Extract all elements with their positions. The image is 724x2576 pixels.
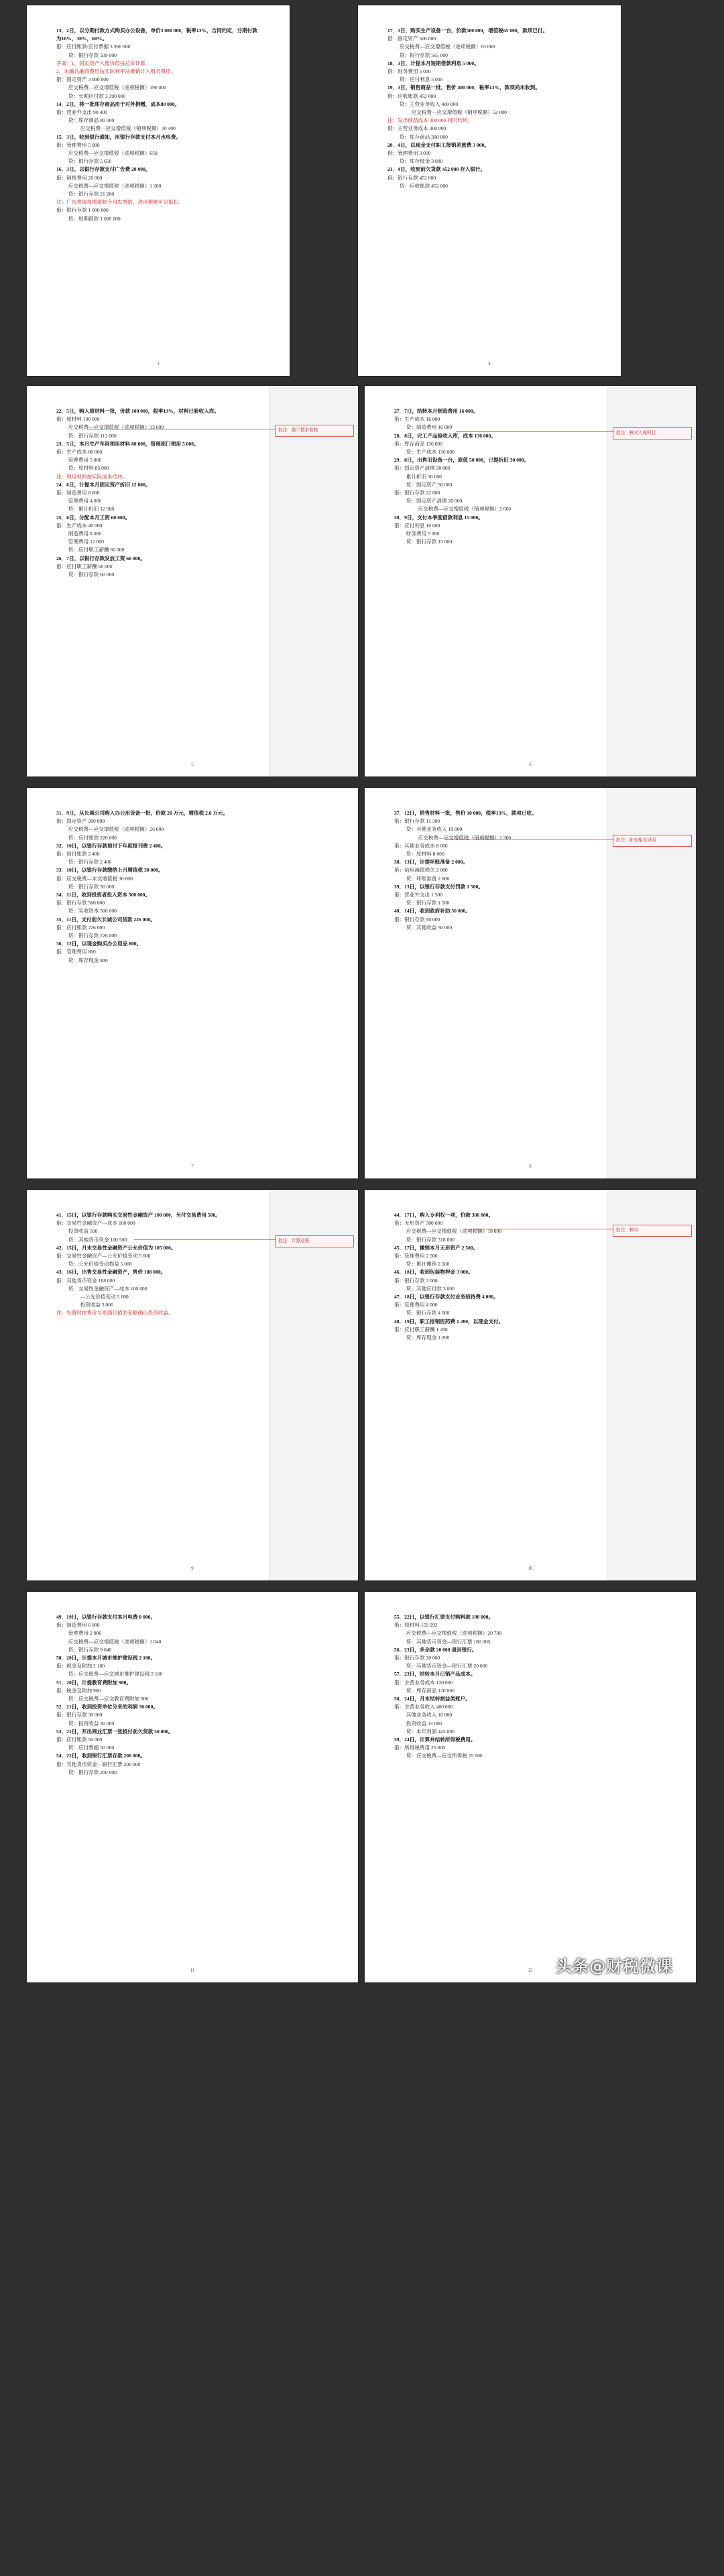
text-line: 借：银行存款 452 000 bbox=[387, 174, 436, 181]
text-line: 贷：固定资产清理 20 000 bbox=[404, 498, 463, 504]
text-line: 贷：银行存款 2 400 bbox=[66, 859, 112, 866]
text-line: 贷：应付职工薪酬 60 000 bbox=[66, 547, 125, 553]
text-line: 累计折旧 30 000 bbox=[404, 473, 442, 480]
text-line: 35．11日，支付前欠长城公司货款 226 000。 bbox=[56, 916, 156, 923]
text-line: 贷：其他收益 50 000 bbox=[404, 924, 452, 931]
page-3 bbox=[27, 5, 290, 376]
text-line: 投资收益 33 000 bbox=[404, 1720, 442, 1726]
text-line: 31．9日，从长城公司购入办公用设备一批，价款 20 万元，增值税 2.6 万元。 bbox=[56, 810, 229, 816]
comment-box[interactable] bbox=[613, 427, 692, 439]
text-line: 借：原材料 159 292 bbox=[394, 1622, 438, 1629]
text-line: 贷：其他应付款 3 000 bbox=[404, 1285, 455, 1292]
text-line: 借：生产成本 80 000 bbox=[56, 449, 103, 456]
text-line: 借：主营业务成本 300 000 bbox=[387, 125, 446, 132]
text-line: 37．12日，销售材料一批，售价 10 000，税率13%，款项已收。 bbox=[394, 810, 537, 816]
text-line: 34．11日，收到投资者投入资本 500 000。 bbox=[56, 892, 151, 898]
page-9 bbox=[27, 1190, 358, 1580]
text-line: 贷：公允价值变动损益 5 000 bbox=[66, 1261, 132, 1268]
text-line: 应交税费—应交增值税（进项税额）1 040 bbox=[66, 1638, 162, 1645]
page-number: 12 bbox=[528, 1967, 533, 1973]
text-line: 借：银行存款 3 000 bbox=[394, 1277, 438, 1284]
text-line: —公允价值变动 5 000 bbox=[75, 1294, 129, 1300]
text-line: 24．6日，计提本月固定资产折旧 12 000。 bbox=[56, 481, 151, 488]
text-line: 制造费用 8 000 bbox=[66, 531, 102, 537]
text-line: 贷：坏账准备 2 000 bbox=[404, 875, 450, 882]
text-line: 贷：应付利息 5 000 bbox=[397, 76, 443, 83]
page-number: 5 bbox=[191, 761, 194, 767]
text-line: 借：固定资产 3 000 000 bbox=[56, 76, 109, 83]
text-line: 贷：制造费用 16 000 bbox=[404, 424, 452, 431]
page-content bbox=[56, 1613, 328, 1777]
text-line: 借：应收账款 452 000 bbox=[387, 92, 436, 99]
text-line: 27．7日，结转本月制造费用 16 000。 bbox=[394, 408, 479, 414]
comment-text: 批注：补充相关说明 bbox=[616, 838, 656, 843]
text-line: 41．15日，以银行存款购买交易性金融资产 100 000，另付交易费用 500。 bbox=[56, 1212, 221, 1218]
page-content bbox=[394, 407, 602, 546]
text-line: 贷：原材料 85 000 bbox=[66, 465, 109, 472]
text-line: 贷：银行存款 565 000 bbox=[397, 52, 448, 58]
text-line: 应交税费—应交增值税（销项税额）2 600 bbox=[413, 506, 511, 513]
text-line: 17．3日，购买生产设备一台，价款500 000，增值税65 000，款项已付。 bbox=[387, 27, 548, 33]
text-line: 57．23日，结转本月已销产品成本。 bbox=[394, 1671, 476, 1678]
text-line: 借：制造费用 6 000 bbox=[56, 1622, 100, 1629]
text-line: 50．20日，计提本月城市维护建设税 2 100。 bbox=[56, 1655, 156, 1662]
text-line: 应交税费—应交增值税（进项税额）18 000 bbox=[404, 1228, 502, 1235]
text-line: 管理费用 12 000 bbox=[66, 539, 104, 545]
text-line: 应交税费—应交增值税（进项税额）13 000 bbox=[66, 424, 164, 431]
comment-text: 批注：题干数字复核 bbox=[278, 428, 318, 433]
text-line: 19．3日，销售商品一批，售价 400 000，税率13%，款项尚未收到。 bbox=[387, 84, 540, 91]
text-line: 44．17日，购入专利权一项，价款 300 000。 bbox=[394, 1212, 494, 1218]
text-line: 答案：1．固定资产入账价值按总价计算。 bbox=[56, 60, 151, 66]
text-line: 贷：固定资产 50 000 bbox=[404, 481, 452, 488]
text-line: 贷：主营业务收入 400 000 bbox=[397, 100, 459, 107]
text-line: 贷：其他业务收入 10 000 bbox=[404, 826, 463, 833]
text-line: 贷：交易性金融资产—成本 100 000 bbox=[66, 1285, 147, 1292]
text-line: 借：财务费用 5 000 bbox=[387, 68, 431, 75]
text-line: 借：应付职工薪酬 1 200 bbox=[394, 1326, 448, 1333]
text-line: 借：银行存款 11 300 bbox=[394, 818, 440, 825]
text-line: 52．21日，收到投资单位分来的利润 30 000。 bbox=[56, 1704, 158, 1710]
page-10 bbox=[365, 1190, 696, 1580]
page-12 bbox=[365, 1592, 696, 1982]
page-7 bbox=[27, 788, 358, 1178]
text-line: 贷：投资收益 30 000 bbox=[66, 1720, 115, 1726]
text-line: 贷：银行存款 200 000 bbox=[66, 1769, 117, 1775]
text-line: 借：应付账款 226 000 bbox=[56, 924, 105, 931]
page-content bbox=[56, 1211, 264, 1318]
text-line: 14．2日，将一批库存商品用于对外捐赠，成本80 000。 bbox=[56, 100, 180, 107]
text-line: 借：营业外支出 1 500 bbox=[394, 892, 443, 898]
text-line: 29．8日，出售旧设备一台，原值 50 000，已提折旧 30 000。 bbox=[394, 457, 530, 464]
text-line: 45．17日，摊销本月无形资产 2 500。 bbox=[394, 1244, 479, 1251]
text-line: 贷：累计折旧 12 000 bbox=[66, 506, 115, 513]
text-line: 借：银行存款 30 000 bbox=[56, 1712, 103, 1718]
page-content bbox=[56, 407, 264, 579]
text-line: 管理费用 4 000 bbox=[66, 498, 102, 504]
text-line: 59．24日，计算并结转所得税费用。 bbox=[394, 1737, 476, 1743]
text-line: 借：应交税费—未交增值税 30 000 bbox=[56, 875, 133, 882]
text-line: 40．14日，收到政府补助 50 000。 bbox=[394, 908, 471, 914]
text-line: 注：处置时按售价与账面价值的差额确认投资收益。 bbox=[56, 1310, 174, 1316]
comment-margin bbox=[607, 386, 696, 776]
comment-text: 批注：核对 bbox=[616, 1228, 638, 1233]
text-line: 贷：银行存款 30 000 bbox=[66, 883, 115, 890]
text-line: 36．12日，以现金购买办公用品 800。 bbox=[56, 941, 142, 947]
text-line: 借：银行存款 500 000 bbox=[56, 900, 105, 906]
text-line: 贷：银行存款 15 000 bbox=[404, 539, 452, 545]
text-line: 贷：银行存款 60 000 bbox=[66, 571, 115, 578]
text-line: 贷：其他货币资金—银行汇票 180 000 bbox=[404, 1638, 491, 1645]
text-line: 贷：应交税费—应交城市维护建设税 2 100 bbox=[66, 1671, 163, 1678]
text-line: 借：交易性金融资产—公允价值变动 5 000 bbox=[56, 1253, 151, 1260]
text-line: 贷：银行存款 5 650 bbox=[66, 158, 112, 165]
text-line: 应交税费—应交增值税（进项税额）390 000 bbox=[66, 84, 166, 91]
text-line: 借：应付职工薪酬 60 000 bbox=[56, 563, 113, 569]
text-line: 贷：银行存款 226 000 bbox=[66, 933, 117, 939]
text-line: 应交税费—应交增值税（进项税额）26 000 bbox=[66, 826, 164, 833]
text-line: 应交税费—应交增值税（进项税额）650 bbox=[66, 150, 158, 157]
text-line: 贷：本年利润 443 000 bbox=[404, 1728, 455, 1735]
text-line: 贷：长期应付款 3 390 000 bbox=[66, 92, 126, 99]
text-line: 借：应付账款/应付票据 3 390 000 bbox=[56, 44, 131, 50]
text-line: 应交税费—应交增值税（进项税额）20 708 bbox=[404, 1630, 502, 1637]
text-line: 39．13日，以银行存款支付罚款 1 500。 bbox=[394, 883, 483, 890]
text-line: 贷：应收账款 452 000 bbox=[397, 182, 448, 189]
text-line: 注：领用材料按实际成本结转。 bbox=[56, 473, 128, 480]
text-line: 贷：银行存款 21 200 bbox=[66, 191, 115, 198]
text-line: 借：银行存款 1 000 000 bbox=[56, 207, 109, 214]
page-8 bbox=[365, 788, 696, 1178]
text-line: 借：主营业务收入 400 000 bbox=[394, 1704, 453, 1710]
text-line: 借：管理费用 800 bbox=[56, 949, 96, 955]
text-line: 借：固定资产清理 20 000 bbox=[394, 465, 450, 472]
page-number: 10 bbox=[528, 1565, 533, 1571]
text-line: 借：银行存款 22 600 bbox=[394, 490, 440, 496]
page-content bbox=[394, 1613, 666, 1761]
comment-box[interactable] bbox=[275, 1235, 354, 1247]
text-line: 32．10日，以银行存款预付下年度报刊费 2 400。 bbox=[56, 842, 166, 849]
text-line: 应交税费—应交增值税（进项税额）65 000 bbox=[397, 44, 495, 50]
text-line: 借：其他货币资金—银行汇票 200 000 bbox=[56, 1761, 141, 1767]
text-line: 应交税费—应交增值税（销项税额）52 000 bbox=[406, 109, 507, 116]
text-line: 贷：银行存款 318 000 bbox=[404, 1236, 455, 1243]
text-line: 借：税金及附加 900 bbox=[56, 1687, 101, 1694]
comment-box[interactable] bbox=[613, 1225, 692, 1237]
page-content bbox=[394, 809, 602, 932]
page-5 bbox=[27, 386, 358, 776]
text-line: 贷：应付票据 50 000 bbox=[66, 1745, 115, 1751]
text-line: 贷：短期借款 1 000 000 bbox=[66, 215, 121, 222]
comment-box[interactable] bbox=[613, 835, 692, 847]
text-line: 18．3日，计提本月短期借款利息 5 000。 bbox=[387, 60, 479, 66]
text-line: 47．18日，以银行存款支付业务招待费 4 000。 bbox=[394, 1294, 499, 1300]
text-line: 借：主营业务成本 120 000 bbox=[394, 1679, 453, 1686]
text-line: 55．22日，以银行汇票支付购料款 180 000。 bbox=[394, 1614, 494, 1620]
text-line: 投资收益 500 bbox=[66, 1228, 98, 1235]
text-line: 借：管理费用 2 500 bbox=[394, 1253, 438, 1260]
text-line: 13．2日，以分期付款方式购买办公设备，单价3 000 000，税率13%，合同约定，分期付款为10%，30%，60%。 bbox=[56, 27, 257, 42]
text-line: 贷：库存商品 120 000 bbox=[404, 1687, 455, 1694]
text-line: 20．4日，以现金支付职工报销差旅费 3 000。 bbox=[387, 141, 489, 148]
text-line: 借：银行存款 20 000 bbox=[394, 1655, 440, 1662]
text-line: 借：原材料 100 000 bbox=[56, 416, 100, 423]
text-line: 贷：库存现金 1 200 bbox=[404, 1335, 450, 1341]
text-line: 其他业务收入 10 000 bbox=[404, 1712, 452, 1718]
text-line: 注：广告费取得增值税专用发票的，进项税额可以抵扣。 bbox=[56, 199, 184, 206]
text-line: 借：销售费用 20 000 bbox=[56, 174, 103, 181]
text-line: 贷：银行存款 9 040 bbox=[66, 1646, 112, 1653]
page-number: 11 bbox=[190, 1967, 195, 1973]
text-line: 30．9日，支付本季度借款利息 15 000。 bbox=[394, 514, 483, 521]
comment-box[interactable] bbox=[275, 425, 354, 437]
text-line: 借：固定资产 500 000 bbox=[387, 36, 436, 42]
text-line: 借：管理费用 4 000 bbox=[394, 1302, 438, 1308]
text-line: 48．19日，职工报销医药费 1 200，以现金支付。 bbox=[394, 1318, 504, 1325]
text-line: 借：固定资产 200 000 bbox=[56, 818, 105, 825]
text-line: 56．23日，多余款 20 000 退回银行。 bbox=[394, 1646, 477, 1653]
text-line: 借：库存商品 136 000 bbox=[394, 440, 443, 447]
text-line: 49．19日，以银行存款支付本月电费 8 000。 bbox=[56, 1614, 156, 1620]
text-line: 16．3日，以银行存款支付广告费 20 000。 bbox=[56, 166, 151, 173]
page-content bbox=[56, 27, 260, 223]
comment-text: 批注：核对入账科目 bbox=[616, 431, 656, 435]
text-line: 借：税金及附加 2 100 bbox=[56, 1663, 105, 1670]
text-line: 贷：银行存款 4 000 bbox=[404, 1310, 450, 1316]
text-line: 贷：库存现金 3 000 bbox=[397, 158, 443, 165]
text-line: 贷：累计摊销 2 500 bbox=[404, 1261, 450, 1268]
page-11 bbox=[27, 1592, 358, 1982]
text-line: 借：无形资产 300 000 bbox=[394, 1220, 443, 1227]
text-line: 贷：库存商品 300 000 bbox=[397, 133, 448, 140]
comment-margin bbox=[269, 1190, 358, 1580]
text-line: 33．10日，以银行存款缴纳上月增值税 30 000。 bbox=[56, 867, 164, 874]
page-content bbox=[387, 27, 591, 190]
text-line: 借：其他货币资金 108 000 bbox=[56, 1277, 115, 1284]
page-6 bbox=[365, 386, 696, 776]
text-line: 贷：原材料 8 000 bbox=[404, 851, 444, 858]
text-line: 38．13日，计提坏账准备 2 000。 bbox=[394, 859, 469, 866]
text-line: 26．7日，以银行存款发放工资 60 000。 bbox=[56, 555, 145, 561]
text-line: 借：管理费用 5 000 bbox=[56, 141, 100, 148]
text-line: 28．8日，完工产品验收入库，成本 136 000。 bbox=[394, 432, 496, 439]
page-4 bbox=[358, 5, 621, 376]
text-line: 贷：实收资本 500 000 bbox=[66, 908, 117, 914]
text-line: 23．5日，本月生产车间领用材料 80 000，管理部门领用 5 000。 bbox=[56, 440, 199, 447]
text-line: 借：所得税费用 25 000 bbox=[394, 1745, 445, 1751]
page-content bbox=[394, 1211, 602, 1342]
comment-margin bbox=[269, 386, 358, 776]
text-line: 贷：其他货币资金 100 500 bbox=[66, 1236, 127, 1243]
text-line: 借：信用减值损失 2 000 bbox=[394, 867, 448, 874]
text-line: 58．24日，月末结转损益类账户。 bbox=[394, 1696, 471, 1702]
page-number: 4 bbox=[488, 360, 491, 366]
text-line: 贷：库存商品 80 000 bbox=[66, 117, 115, 124]
text-line: 借：生产成本 40 000 bbox=[56, 522, 103, 529]
text-line: 借：其他业务成本 8 000 bbox=[394, 842, 448, 849]
text-line: 贷：应付账款 226 000 bbox=[66, 834, 117, 841]
text-line: 借：预付账款 2 400 bbox=[56, 851, 100, 858]
page-content bbox=[56, 809, 328, 965]
text-line: 应交税费—应交增值税（进项税额）1 200 bbox=[66, 182, 162, 189]
text-line: 注：发出商品成本 300 000 同时结转。 bbox=[387, 117, 473, 124]
text-line: 贷：银行存款 1 500 bbox=[404, 900, 450, 906]
text-line: 15．3日，收到银行通知，用银行存款支付本月水电费。 bbox=[56, 133, 182, 140]
text-line: 51．20日，计提教育费附加 900。 bbox=[56, 1679, 132, 1686]
page-number: 9 bbox=[191, 1565, 194, 1571]
text-line: 借：银行存款 50 000 bbox=[394, 916, 440, 923]
text-line: 贷：银行存款 113 000 bbox=[66, 432, 117, 439]
text-line: 借：管理费用 3 000 bbox=[387, 150, 431, 157]
page-number: 8 bbox=[529, 1163, 532, 1169]
text-line: 贷：银行存款 339 000 bbox=[66, 52, 117, 58]
text-line: 应交税费—应交增值税（销项税额）1 300 bbox=[413, 834, 511, 841]
watermark: 头条@财税微课 bbox=[556, 1956, 673, 1976]
page-number: 3 bbox=[157, 360, 160, 366]
text-line: 43．16日，出售交易性金融资产，售价 108 000。 bbox=[56, 1269, 166, 1276]
text-line: 22．5日，购入原材料一批，价款 100 000，税率13%，材料已验收入库。 bbox=[56, 408, 219, 414]
text-line: 贷：应交税费—应交教育费附加 900 bbox=[66, 1696, 149, 1702]
text-line: 贷：应交税费—应交所得税 25 000 bbox=[404, 1753, 483, 1759]
text-line: 贷：库存现金 800 bbox=[66, 957, 108, 963]
page-number: 7 bbox=[191, 1163, 194, 1169]
text-line: 42．15日，月末交易性金融资产公允价值为 105 000。 bbox=[56, 1244, 176, 1251]
text-line: 21．4日，收到前欠货款 452 000 存入银行。 bbox=[387, 166, 486, 173]
page-number: 6 bbox=[529, 761, 532, 767]
comment-margin bbox=[607, 1190, 696, 1580]
text-line: 投资收益 3 000 bbox=[75, 1302, 113, 1308]
text-line: 贷：生产成本 136 000 bbox=[404, 449, 455, 456]
text-line: 借：生产成本 16 000 bbox=[394, 416, 440, 423]
text-line: 53．21日，开出商业汇票一张抵付前欠货款 50 000。 bbox=[56, 1728, 174, 1735]
text-line: 借：应付账款 50 000 bbox=[56, 1737, 103, 1743]
text-line: 应交税费—应交增值税（销项税额）10 400 bbox=[75, 125, 176, 132]
text-line: 2．未确认融资费用按实际利率法摊销计入财务费用。 bbox=[56, 68, 176, 75]
text-line: 54．22日，收到银行汇票存款 200 000。 bbox=[56, 1753, 145, 1759]
text-line: 46．18日，收到包装物押金 3 000。 bbox=[394, 1269, 473, 1276]
text-line: 管理费用 5 000 bbox=[66, 457, 102, 464]
text-line: 借：交易性金融资产—成本 100 000 bbox=[56, 1220, 135, 1227]
text-line: 借：营业外支出 90 400 bbox=[56, 109, 107, 116]
text-line: 25．6日，分配本月工资 60 000。 bbox=[56, 514, 131, 521]
text-line: 贷：其他货币资金—银行汇票 20 000 bbox=[404, 1663, 488, 1670]
comment-text: 批注：计算过程 bbox=[278, 1239, 310, 1243]
text-line: 借：应付利息 10 000 bbox=[394, 522, 440, 529]
text-line: 借：制造费用 8 000 bbox=[56, 490, 100, 496]
text-line: 财务费用 5 000 bbox=[404, 531, 440, 537]
text-line: 管理费用 2 000 bbox=[66, 1630, 102, 1637]
